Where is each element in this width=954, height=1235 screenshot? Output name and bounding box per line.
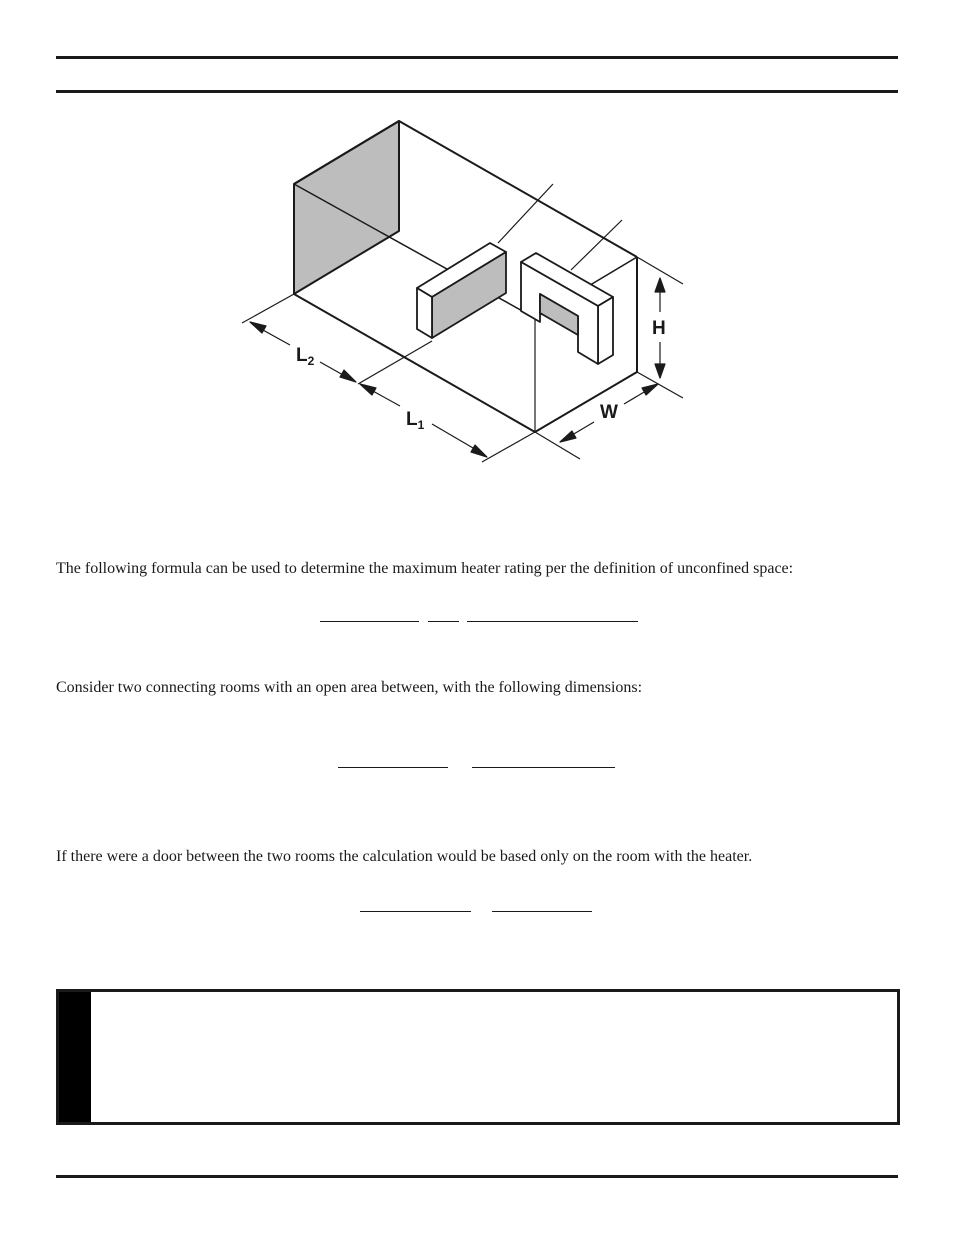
header-rule-bottom xyxy=(56,90,898,93)
warning-box xyxy=(56,989,900,1125)
footer-rule xyxy=(56,1175,898,1178)
heater-box-left xyxy=(417,243,506,338)
label-l2: $L_2$ xyxy=(296,345,315,368)
rooms-blank-1 xyxy=(338,767,448,768)
formula-blank-3 xyxy=(467,621,638,622)
header-rule-top xyxy=(56,56,898,59)
rooms-intro-text: Consider two connecting rooms with an open area between, with the following dimensions: xyxy=(56,679,643,696)
door-blank-2 xyxy=(492,911,592,912)
formula-intro-text: The following formula can be used to determine the maximum heater rating per the definition of unconfined space: xyxy=(56,560,794,577)
formula-blank-1 xyxy=(320,621,419,622)
ext-line-l1-end xyxy=(482,432,535,462)
warning-side-bar xyxy=(59,992,91,1122)
rooms-blank-2 xyxy=(472,767,615,768)
label-l1: $L_1$ xyxy=(406,409,425,432)
ext-line-l1-mid xyxy=(358,341,432,384)
formula-blank-2 xyxy=(428,621,459,622)
ext-line-l2-start xyxy=(242,294,294,323)
label-h: H xyxy=(652,318,666,339)
label-w: W xyxy=(600,402,618,423)
door-note-text: If there were a door between the two rooms the calculation would be based only on the room with the heater. xyxy=(56,848,753,865)
room-dimension-diagram xyxy=(230,110,700,470)
door-blank-1 xyxy=(360,911,471,912)
shaded-end-wall xyxy=(294,121,399,294)
